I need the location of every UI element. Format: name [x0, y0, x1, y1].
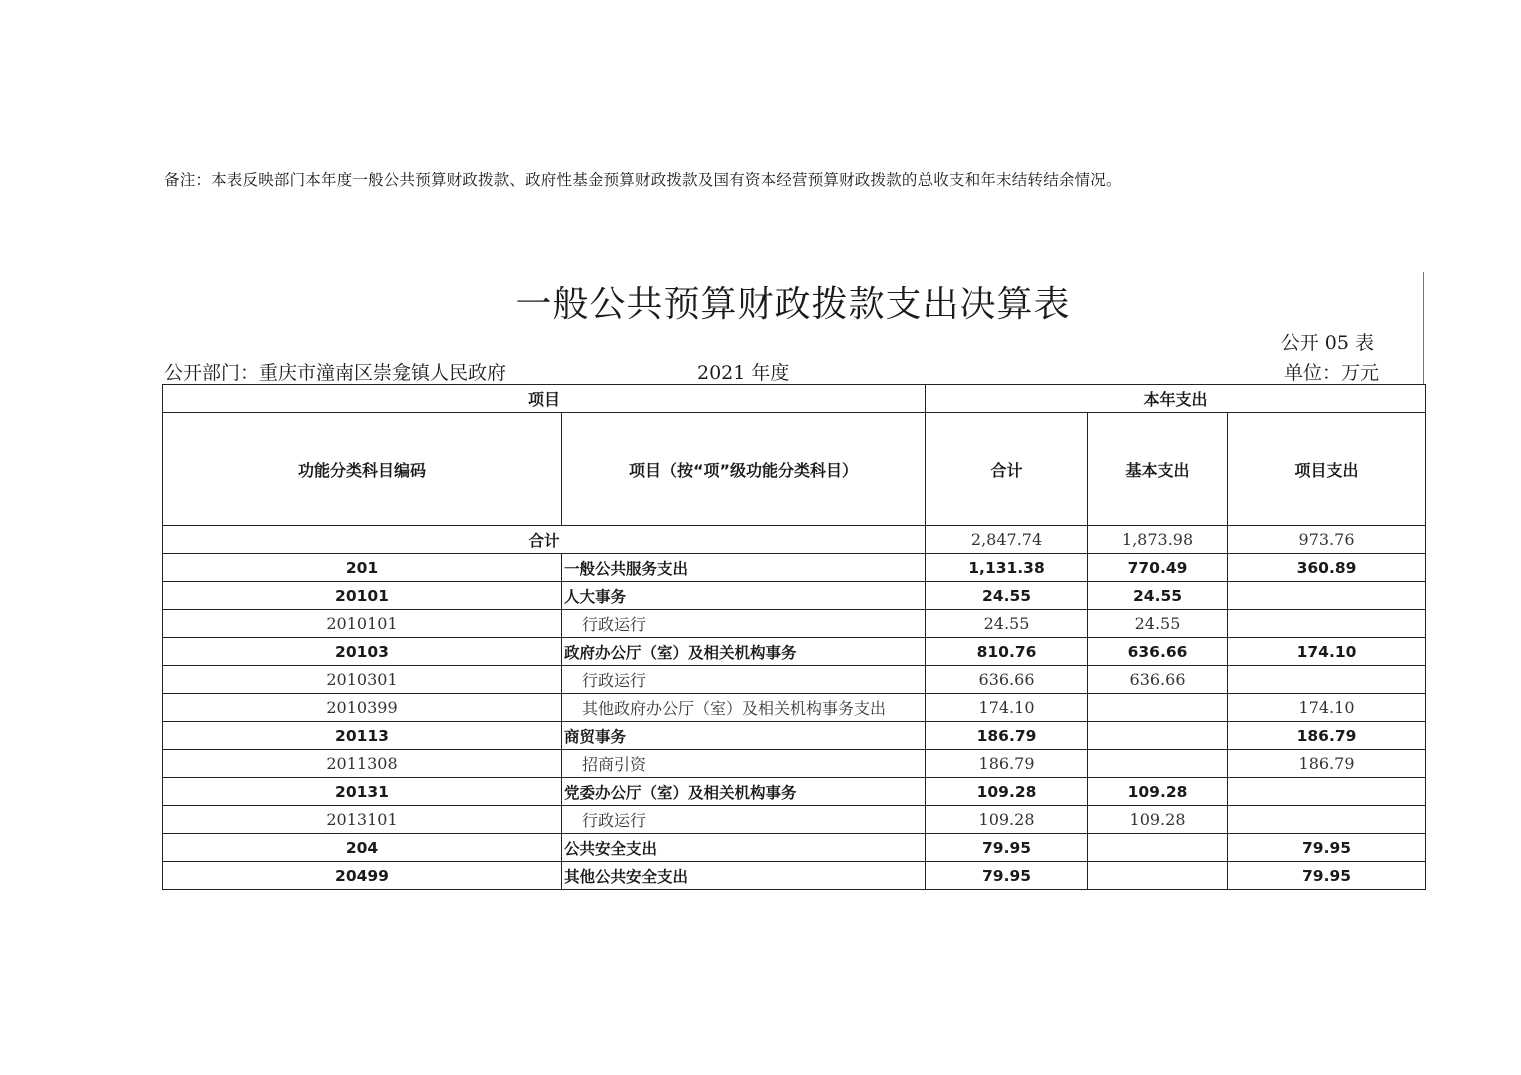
- table-row: [163, 778, 1426, 806]
- row-project: [1228, 806, 1426, 834]
- table-row: [163, 834, 1426, 862]
- unit-label: 单位：万元: [1283, 362, 1379, 384]
- row-basic: 770.49: [1088, 554, 1228, 582]
- page-title: 一般公共预算财政拨款支出决算表: [515, 284, 1071, 325]
- row-name: 其他政府办公厅（室）及相关机构事务支出: [562, 694, 926, 722]
- row-total: 186.79: [926, 750, 1088, 778]
- row-total: 174.10: [926, 694, 1088, 722]
- header-basic: 基本支出: [1088, 413, 1228, 526]
- row-code: 2010399: [163, 694, 562, 722]
- table-note: 备注：本表反映部门本年度一般公共预算财政拨款、政府性基金预算财政拨款及国有资本经营预算财政拨款的总收支和年末结转结余情况。: [164, 171, 1122, 189]
- table-row: [163, 750, 1426, 778]
- row-basic: 24.55: [1088, 610, 1228, 638]
- row-total: 636.66: [926, 666, 1088, 694]
- header-expense-group: 本年支出: [926, 385, 1426, 413]
- row-code: 2011308: [163, 750, 562, 778]
- total-project: 973.76: [1228, 526, 1426, 554]
- table-row: [163, 638, 1426, 666]
- row-basic: 636.66: [1088, 666, 1228, 694]
- department-label: 公开部门：重庆市潼南区崇龛镇人民政府: [164, 362, 507, 384]
- row-basic: 636.66: [1088, 638, 1228, 666]
- row-code: 2013101: [163, 806, 562, 834]
- row-name: 行政运行: [562, 806, 926, 834]
- row-basic: [1088, 750, 1228, 778]
- table-number: 公开 05 表: [1280, 332, 1374, 354]
- total-row: [163, 526, 1426, 554]
- row-code: 20131: [163, 778, 562, 806]
- row-name: 行政运行: [562, 610, 926, 638]
- total-label: 合计: [163, 526, 926, 554]
- row-total: 186.79: [926, 722, 1088, 750]
- row-name: 招商引资: [562, 750, 926, 778]
- header-column-row: [163, 413, 1426, 526]
- row-code: 201: [163, 554, 562, 582]
- row-basic: [1088, 834, 1228, 862]
- row-total: 24.55: [926, 582, 1088, 610]
- fiscal-year: 2021 年度: [697, 362, 790, 384]
- header-project: 项目支出: [1228, 413, 1426, 526]
- row-project: [1228, 666, 1426, 694]
- table-row: [163, 722, 1426, 750]
- row-basic: 109.28: [1088, 806, 1228, 834]
- row-basic: [1088, 722, 1228, 750]
- row-total: 109.28: [926, 806, 1088, 834]
- row-project: [1228, 582, 1426, 610]
- row-project: 79.95: [1228, 834, 1426, 862]
- row-total: 109.28: [926, 778, 1088, 806]
- row-name: 行政运行: [562, 666, 926, 694]
- header-code: 功能分类科目编码: [163, 413, 562, 526]
- row-name: 人大事务: [562, 582, 926, 610]
- table-row: [163, 554, 1426, 582]
- row-basic: [1088, 862, 1228, 890]
- row-code: 20113: [163, 722, 562, 750]
- header-group-row: [163, 385, 1426, 413]
- table-row: [163, 806, 1426, 834]
- row-basic: 109.28: [1088, 778, 1228, 806]
- header-item-group: 项目: [163, 385, 926, 413]
- table-row: [163, 582, 1426, 610]
- row-basic: 24.55: [1088, 582, 1228, 610]
- expenditure-table: [162, 384, 1426, 890]
- row-total: 79.95: [926, 834, 1088, 862]
- table-row: [163, 666, 1426, 694]
- row-total: 810.76: [926, 638, 1088, 666]
- row-name: 商贸事务: [562, 722, 926, 750]
- row-project: [1228, 778, 1426, 806]
- table-row: [163, 610, 1426, 638]
- row-code: 204: [163, 834, 562, 862]
- header-name: 项目（按“项”级功能分类科目）: [562, 413, 926, 526]
- row-name: 党委办公厅（室）及相关机构事务: [562, 778, 926, 806]
- row-code: 20101: [163, 582, 562, 610]
- row-project: 186.79: [1228, 722, 1426, 750]
- row-code: 2010101: [163, 610, 562, 638]
- row-code: 20103: [163, 638, 562, 666]
- total-amount: 2,847.74: [926, 526, 1088, 554]
- row-project: 186.79: [1228, 750, 1426, 778]
- row-total: 24.55: [926, 610, 1088, 638]
- header-total: 合计: [926, 413, 1088, 526]
- row-project: 174.10: [1228, 638, 1426, 666]
- row-code: 20499: [163, 862, 562, 890]
- row-name: 公共安全支出: [562, 834, 926, 862]
- row-total: 79.95: [926, 862, 1088, 890]
- row-total: 1,131.38: [926, 554, 1088, 582]
- row-project: 174.10: [1228, 694, 1426, 722]
- table-row: [163, 862, 1426, 890]
- row-project: [1228, 610, 1426, 638]
- row-name: 一般公共服务支出: [562, 554, 926, 582]
- row-name: 其他公共安全支出: [562, 862, 926, 890]
- total-basic: 1,873.98: [1088, 526, 1228, 554]
- row-basic: [1088, 694, 1228, 722]
- row-name: 政府办公厅（室）及相关机构事务: [562, 638, 926, 666]
- row-project: 79.95: [1228, 862, 1426, 890]
- table-row: [163, 694, 1426, 722]
- row-code: 2010301: [163, 666, 562, 694]
- row-project: 360.89: [1228, 554, 1426, 582]
